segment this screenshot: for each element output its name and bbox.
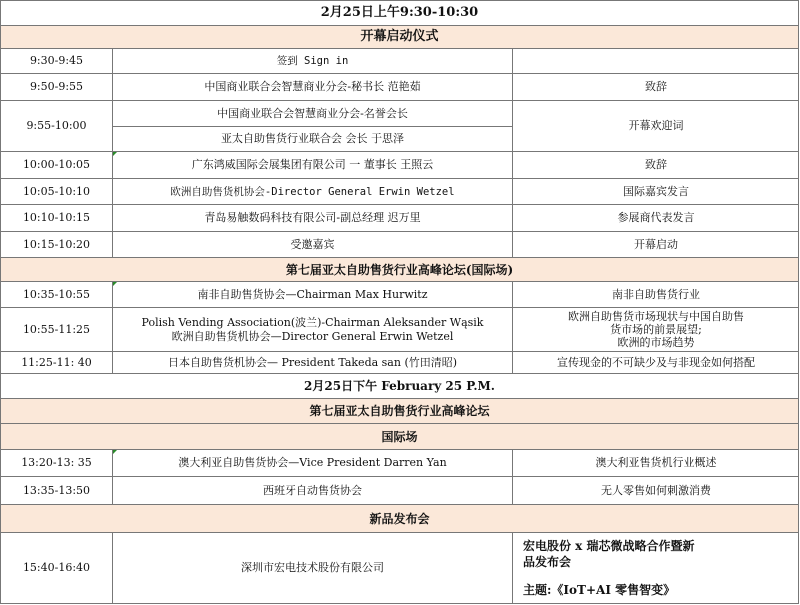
table-row (0, 282, 799, 308)
launch-title-line: 品发布会 (523, 555, 572, 569)
content-cell: 日本自助售货机协会— President Takeda san (竹田清昭) (113, 352, 513, 373)
content-line: 欧洲自助售货机协会—Director General Erwin Wetzel (171, 329, 454, 343)
table-row (0, 152, 799, 179)
time-cell: 10:35-10:55 (1, 282, 113, 307)
content-cell (113, 101, 513, 151)
opening-heading: 开幕启动仪式 (360, 29, 439, 44)
time-cell: 9:55-10:00 (1, 101, 113, 151)
opening-heading-row (0, 26, 799, 49)
time-cell: 13:35-13:50 (1, 477, 113, 504)
topic-cell: 参展商代表发言 (617, 211, 695, 224)
content-line: Polish Vending Association(波兰)-Chairman Aleksander Wąsik (141, 315, 484, 329)
time-cell: 9:30-9:45 (1, 49, 113, 73)
topic-line: 货市场的前景展望; (610, 323, 702, 336)
table-row (0, 205, 799, 232)
launch-row (0, 533, 799, 604)
launch-heading: 新品发布会 (369, 511, 430, 526)
topic-cell: 宣传现金的不可缺少及与非现金如何搭配 (557, 355, 755, 369)
table-row (0, 101, 799, 152)
morning-date-heading: 2月25日上午9:30-10:30 (320, 5, 479, 20)
launch-heading-row (0, 505, 799, 533)
afternoon-date-row (0, 374, 799, 399)
topic-cell (513, 308, 799, 351)
time-cell: 10:10-10:15 (1, 205, 113, 231)
topic-cell: 南非自助售货行业 (612, 287, 700, 301)
content-cell: 青岛易触数码科技有限公司-副总经理 迟万里 (113, 205, 513, 231)
topic-cell: 澳大利亚售货机行业概述 (595, 456, 717, 469)
table-row (0, 74, 799, 101)
topic-cell: 致辞 (645, 80, 667, 93)
content-cell: 欧洲自助售货机协会-Director General Erwin Wetzel (113, 179, 513, 204)
intl-session-heading: 国际场 (381, 429, 418, 444)
intl-forum-heading: 第七届亚太自助售货行业高峰论坛(国际场) (285, 262, 514, 277)
time-cell: 10:00-10:05 (1, 152, 113, 178)
table-row (0, 477, 799, 505)
topic-line: 欧洲自助售货市场现状与中国自助售 (568, 310, 744, 323)
time-cell: 10:15-10:20 (1, 232, 113, 257)
topic-cell: 开幕欢迎词 (628, 119, 684, 132)
table-row (0, 49, 799, 74)
launch-title-cell (513, 533, 799, 603)
time-cell: 15:40-16:40 (1, 533, 113, 603)
content-cell: 受邀嘉宾 (113, 232, 513, 257)
company-cell: 深圳市宏电技术股份有限公司 (113, 533, 513, 603)
topic-cell: 国际嘉宾发言 (623, 184, 689, 198)
afternoon-forum-heading-row (0, 399, 799, 424)
content-cell: 签到 Sign in (113, 49, 513, 73)
content-cell (113, 308, 513, 351)
launch-title-line: 宏电股份 x 瑞芯微战略合作暨新 (523, 539, 695, 553)
topic-line: 欧洲的市场趋势 (617, 336, 695, 349)
content-line: 中国商业联合会智慧商业分会-名誉会长 (217, 106, 408, 120)
time-cell: 11:25-11: 40 (1, 352, 113, 373)
time-cell: 13:20-13: 35 (1, 450, 113, 476)
table-row (0, 308, 799, 352)
time-cell: 10:05-10:10 (1, 179, 113, 204)
intl-session-heading-row (0, 424, 799, 450)
table-row (0, 450, 799, 477)
topic-cell: 无人零售如何刺激消费 (601, 483, 711, 497)
launch-theme: 主题:《IoT+AI 零售智变》 (523, 583, 676, 597)
content-cell: 澳大利亚自助售货协会—Vice President Darren Yan (113, 450, 513, 476)
table-row (0, 179, 799, 205)
cell-note-marker (113, 152, 117, 156)
table-row (0, 232, 799, 258)
table-row (0, 352, 799, 374)
content-cell: 南非自助售货协会—Chairman Max Hurwitz (113, 282, 513, 307)
topic-cell (513, 49, 799, 73)
cell-note-marker (113, 450, 117, 454)
time-cell: 10:55-11:25 (1, 308, 113, 351)
intl-forum-heading-row (0, 258, 799, 282)
topic-cell: 开幕启动 (634, 237, 678, 251)
time-cell: 9:50-9:55 (1, 74, 113, 100)
topic-cell: 致辞 (645, 158, 667, 171)
content-cell: 西班牙自动售货协会 (113, 477, 513, 504)
morning-date-row (0, 0, 799, 26)
afternoon-forum-heading: 第七届亚太自助售货行业高峰论坛 (309, 404, 490, 418)
content-line: 亚太自助售货行业联合会 会长 于思泽 (221, 131, 404, 145)
afternoon-date-heading: 2月25日下午 February 25 P.M. (304, 379, 495, 393)
cell-note-marker (113, 282, 117, 286)
content-cell: 中国商业联合会智慧商业分会-秘书长 范艳茹 (113, 74, 513, 100)
content-cell: 广东鸿威国际会展集团有限公司 一 董事长 王照云 (113, 152, 513, 178)
